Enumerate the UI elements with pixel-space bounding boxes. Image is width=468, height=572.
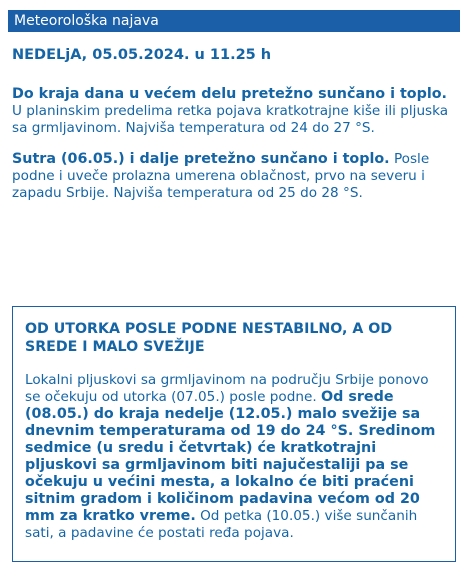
- forecast-today: [12, 86, 458, 137]
- forecast-date: NEDELjA, 05.05.2024. u 11.25 h: [12, 47, 272, 63]
- forecast-header-title: Meteorološka najava: [14, 13, 159, 29]
- forecast-today-headline: Do kraja dana u većem delu pretežno sunčano i toplo.: [12, 86, 447, 102]
- forecast-tomorrow-headline: Sutra (06.05.) i dalje pretežno sunčano i toplo.: [12, 151, 390, 167]
- forecast-today-details: U planinskim predelima retka pojava kratkotrajne kiše ili pljuska sa grmljavinom. Najviša temperatura od 24 do 27 °S.: [12, 103, 449, 136]
- outlook-text-part1: Lokalni pljuskovi sa grmljavinom na području Srbije ponovo se očekuju od utorka (07.05.) posle podne.: [25, 372, 429, 405]
- outlook-text-part3: Od petka (10.05.) više sunčanih sati, a padavine će postati ređa pojava.: [25, 508, 418, 541]
- forecast-content: [12, 46, 458, 216]
- outlook-text-highlight: Od srede (08.05.) do kraja nedelje (12.05.) malo svežije sa dnevnim temperaturama od 19 do 24 °S. Sredinom sedmice (u sredu i četvrtak) će kratkotrajni pljuskovi sa grmljavinom biti najučestaliji pa se očekuju u većini mesta, a lokalno će biti praćeni sitnim gradom i količinom padavina većom od 20 mm za kratko vreme.: [25, 389, 436, 524]
- forecast-tomorrow-details: Posle podne i uveče prolazna umerena oblačnost, prvo na severu i zapadu Srbije. Najviša temperatura od 25 do 28 °S.: [12, 151, 430, 201]
- forecast-header: [8, 10, 460, 32]
- outlook-box: [12, 306, 456, 562]
- outlook-title: OD UTORKA POSLE PODNE NESTABILNO, A OD SREDE I MALO SVEŽIJE: [25, 321, 393, 355]
- forecast-tomorrow: [12, 151, 458, 202]
- outlook-text: [25, 372, 445, 542]
